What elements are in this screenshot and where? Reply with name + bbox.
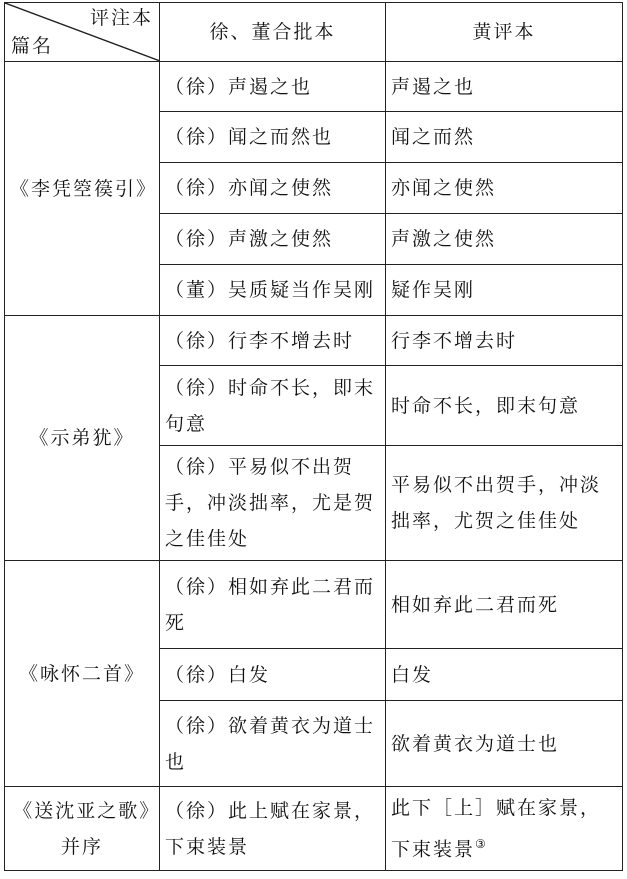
huang-note: 欲着黄衣为道士也: [386, 701, 623, 787]
column-header-huang: 黄评本: [386, 3, 623, 62]
header-row: [5, 3, 623, 62]
huang-note: 平易似不出贺手，冲淡拙率，尤贺之佳佳处: [386, 446, 623, 561]
huang-note: 声激之使然: [386, 214, 623, 265]
xu-dong-note: （徐）欲着黄衣为道士也: [160, 701, 386, 787]
corner-top-label: 评注本: [89, 7, 153, 29]
table-row: [5, 787, 623, 871]
column-header-xu-dong: 徐、董合批本: [160, 3, 386, 62]
xu-dong-note: （徐）声激之使然: [160, 214, 386, 265]
xu-dong-note: （徐）亦闻之使然: [160, 163, 386, 214]
huang-note: 声遏之也: [386, 62, 623, 112]
poem-title: 《李凭箜篌引》: [5, 62, 160, 316]
annotation-comparison-table: [4, 2, 623, 871]
huang-note-text: 此下［上］赋在家景，下束装景: [391, 796, 602, 861]
xu-dong-note: （徐）行李不增去时: [160, 316, 386, 366]
huang-note: 闻之而然: [386, 112, 623, 163]
table-row: [5, 561, 623, 649]
xu-dong-note: （徐）相如弃此二君而死: [160, 561, 386, 649]
huang-note: 亦闻之使然: [386, 163, 623, 214]
huang-note: 白发: [386, 649, 623, 701]
poem-title: 《咏怀二首》: [5, 561, 160, 787]
poem-title: 《送沈亚之歌》并序: [5, 787, 160, 871]
huang-note: 行李不增去时: [386, 316, 623, 366]
xu-dong-note: （徐）声遏之也: [160, 62, 386, 112]
poem-title: 《示弟犹》: [5, 316, 160, 561]
huang-note: 时命不长，即末句意: [386, 366, 623, 446]
footnote-marker: ③: [475, 836, 488, 851]
xu-dong-note: （徐）闻之而然也: [160, 112, 386, 163]
huang-note: 相如弃此二君而死: [386, 561, 623, 649]
table-row: [5, 316, 623, 366]
huang-note: 疑作吴刚: [386, 265, 623, 316]
corner-header-cell: [5, 3, 160, 62]
xu-dong-note: （董）吴质疑当作吴刚: [160, 265, 386, 316]
huang-note: [386, 787, 623, 871]
xu-dong-note: （徐）此上赋在家景，下束装景: [160, 787, 386, 871]
xu-dong-note: （徐）时命不长，即末句意: [160, 366, 386, 446]
table-row: [5, 62, 623, 112]
xu-dong-note: （徐）白发: [160, 649, 386, 701]
corner-bottom-label: 篇名: [11, 35, 54, 57]
xu-dong-note: （徐）平易似不出贺手，冲淡拙率，尤是贺之佳佳处: [160, 446, 386, 561]
